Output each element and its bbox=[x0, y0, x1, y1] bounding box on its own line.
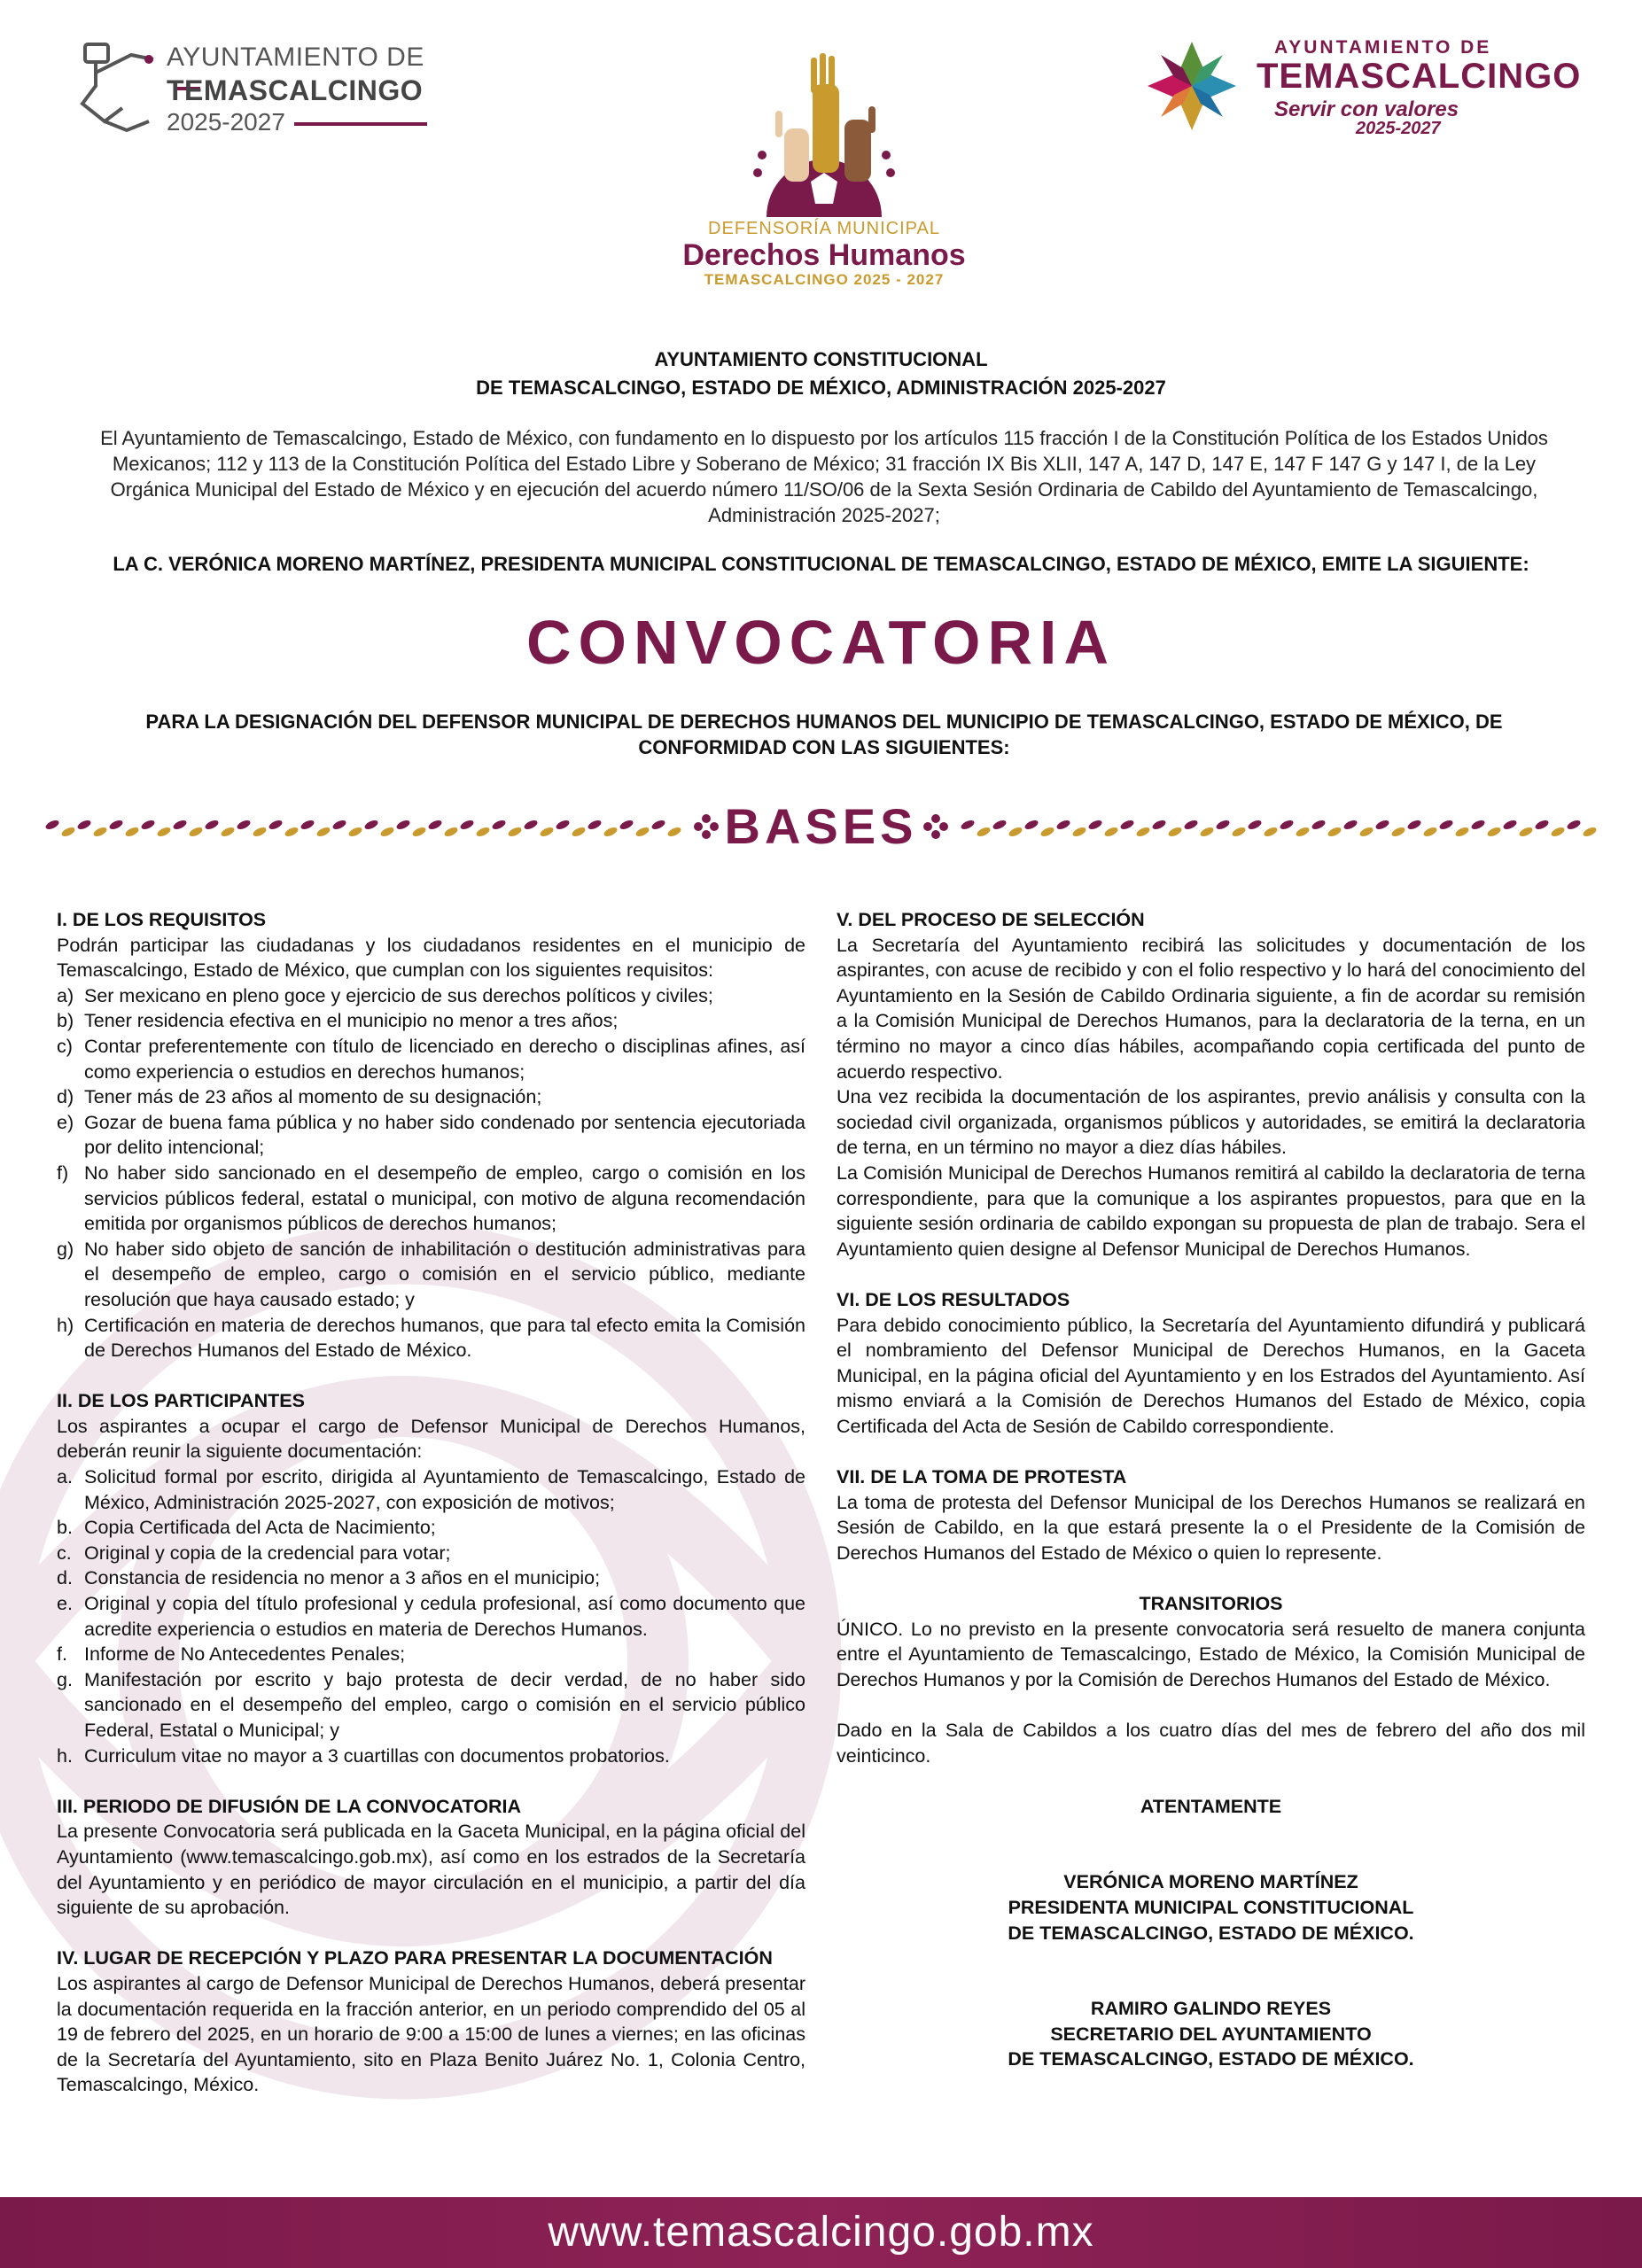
section-participantes bbox=[57, 1388, 805, 1768]
heading-line1: AYUNTAMIENTO CONSTITUCIONAL bbox=[654, 348, 988, 370]
signer-title: PRESIDENTA MUNICIPAL CONSTITUCIONAL bbox=[1008, 1896, 1414, 1918]
signer-title: SECRETARIO DEL AYUNTAMIENTO bbox=[1050, 2023, 1372, 2045]
heading-line2: DE TEMASCALCINGO, ESTADO DE MÉXICO, ADMINISTRACIÓN 2025-2027 bbox=[476, 377, 1166, 399]
left-column bbox=[57, 907, 805, 2124]
section-seleccion bbox=[837, 907, 1585, 1262]
section-body: La toma de protesta del Defensor Municipal de los Derechos Humanos se realizará en Sesión de Cabildo, en la que estará presente la o el Presidente de la Comisión de Derechos Humanos del Estado de México o quien lo represente. bbox=[837, 1491, 1585, 1564]
left-logo-line2: TEMASCALCINGO bbox=[167, 74, 424, 106]
section-title: V. DEL PROCESO DE SELECCIÓN bbox=[837, 909, 1145, 930]
section-body: Para debido conocimiento público, la Secretaría del Ayuntamiento difundirá y publicará el nombramiento del Defensor Municipal de Derechos Humanos, en la Gaceta Municipal, en la página oficial del Ayuntamiento y en los Estrados del Ayuntamiento. Así mismo enviará a la Comisión de Derechos Humanos del Estado de México, copia Certificada del Acta de Sesión de Cabildo correspondiente. bbox=[837, 1314, 1585, 1437]
list-item: f. Informe de No Antecedentes Penales; bbox=[57, 1643, 406, 1666]
center-logo-line1: DEFENSORÍA MUNICIPAL bbox=[708, 219, 940, 238]
para-designacion: PARA LA DESIGNACIÓN DEL DEFENSOR MUNICIPAL DE DERECHOS HUMANOS DEL MUNICIPIO DE TEMASCALCINGO, ESTADO DE MÉXICO, DE CONFORMIDAD CON LAS SIGUIENTES: bbox=[145, 711, 1503, 758]
section-intro: Los aspirantes a ocupar el cargo de Defensor Municipal de Derechos Humanos, deberán reunir la siguiente documentación: bbox=[57, 1415, 805, 1463]
list-item: g. Manifestación por escrito y bajo protesta de decir verdad, de no haber sido sancionado en el desempeño del empleo, cargo o comisión en el servicio público Federal, Estatal o Municipal; y bbox=[57, 1668, 805, 1741]
center-logo-line3: TEMASCALCINGO 2025 - 2027 bbox=[704, 271, 945, 288]
section-title: VII. DE LA TOMA DE PROTESTA bbox=[837, 1466, 1127, 1488]
signature-presidenta bbox=[837, 1869, 1585, 1946]
participantes-list bbox=[57, 1464, 805, 1768]
ayuntamiento-logo-right bbox=[1143, 37, 1586, 144]
bases-divider bbox=[44, 797, 1598, 859]
list-item: f) No haber sido sancionado en el desempeño de empleo, cargo o comisión en los servicios públicos federal, estatal o municipal, con motivo de alguna recomendación emitida por organismos públicos de derechos humanos; bbox=[57, 1161, 805, 1235]
raised-hands-icon bbox=[749, 49, 899, 217]
list-item: c. Original y copia de la credencial para votar; bbox=[57, 1542, 451, 1564]
list-item: a. Solicitud formal por escrito, dirigida al Ayuntamiento de Temascalcingo, Estado de México, Administración 2025-2027, con exposición de motivos; bbox=[57, 1466, 805, 1513]
section-transitorios bbox=[837, 1591, 1585, 1692]
dado-en-line: Dado en la Sala de Cabildos a los cuatro días del mes de febrero del año dos mil veinticinco. bbox=[837, 1720, 1585, 1767]
section-title: TRANSITORIOS bbox=[1139, 1593, 1283, 1615]
right-logo-line3: Servir con valores bbox=[1274, 97, 1459, 121]
right-column bbox=[837, 907, 1585, 2072]
signer-name: VERÓNICA MORENO MARTÍNEZ bbox=[1063, 1871, 1358, 1893]
right-flower-icon bbox=[922, 813, 949, 840]
bases-title: BASES bbox=[724, 798, 918, 854]
right-logo-line4: 2025-2027 bbox=[1356, 119, 1441, 138]
signature-secretario bbox=[837, 1996, 1585, 2072]
list-item: c) Contar preferentemente con título de licenciado en derecho o disciplinas afines, así como experiencia o estudios en derechos humanos; bbox=[57, 1035, 805, 1083]
atentamente-label: ATENTAMENTE bbox=[1140, 1795, 1282, 1817]
list-item: e. Original y copia del título profesional y cedula profesional, así como documento que acredite experiencia o estudios en materia de Derechos Humanos. bbox=[57, 1593, 805, 1640]
right-ornament-border bbox=[960, 817, 1598, 840]
list-item: b. Copia Certificada del Acta de Nacimiento; bbox=[57, 1517, 436, 1539]
requisitos-list bbox=[57, 983, 805, 1363]
convocatoria-title: CONVOCATORIA bbox=[525, 608, 1117, 677]
list-item: d) Tener más de 23 años al momento de su designación; bbox=[57, 1086, 542, 1108]
list-item: a) Ser mexicano en pleno goce y ejercicio de sus derechos políticos y civiles; bbox=[57, 984, 713, 1006]
section-difusion bbox=[57, 1794, 805, 1921]
emite-line: LA C. VERÓNICA MORENO MARTÍNEZ, PRESIDENTA MUNICIPAL CONSTITUCIONAL DE TEMASCALCINGO, ESTADO DE MÉXICO, EMITE LA SIGUIENTE: bbox=[113, 553, 1529, 575]
section-paragraph: La Comisión Municipal de Derechos Humanos remitirá al cabildo la declaratoria de terna correspondiente, para que la comunique a los aspirantes propuestos, para que en la siguiente sesión ordinaria de cabildo expongan su propuesta de plan de trabajo. Sera el Ayuntamiento quien designe al Defensor Municipal de Derechos Humanos. bbox=[837, 1161, 1585, 1260]
signer-place: DE TEMASCALCINGO, ESTADO DE MÉXICO. bbox=[1008, 2048, 1414, 2070]
section-title: VI. DE LOS RESULTADOS bbox=[837, 1288, 1070, 1310]
signer-name: RAMIRO GALINDO REYES bbox=[1090, 1998, 1332, 2020]
section-recepcion bbox=[57, 1946, 805, 2098]
defensoria-logo bbox=[673, 49, 975, 288]
section-resultados bbox=[837, 1287, 1585, 1440]
signer-place: DE TEMASCALCINGO, ESTADO DE MÉXICO. bbox=[1008, 1922, 1414, 1944]
section-body: ÚNICO. Lo no previsto en la presente convocatoria será resuelto de manera conjunta entre el Ayuntamiento de Temascalcingo, Estado de México, la Comisión Municipal de Derechos Humanos y por la Comisión de Derechos Humanos del Estado de México. bbox=[837, 1618, 1585, 1690]
list-item: b) Tener residencia efectiva en el municipio no menor a tres años; bbox=[57, 1010, 619, 1032]
section-paragraph: La Secretaría del Ayuntamiento recibirá las solicitudes y documentación de los aspirantes, con acuse de recibido y con el folio respectivo y lo hará del conocimiento del Ayuntamiento en la Sesión de Cabildo Ordinaria siguiente, a fin de acordar su remisión a la Comisión Municipal de Derechos Humanos, para la declaratoria de la terna, en un término no mayor a cinco días hábiles, acompañando copia certificada del punto de acuerdo respectivo. bbox=[837, 934, 1585, 1083]
star-flower-icon bbox=[1143, 37, 1241, 135]
list-item: g) No haber sido objeto de sanción de inhabilitación o destitución administrativas para el desempeño de empleo, cargo o comisión en el servicio público, mediante resolución que haya causado estado; y bbox=[57, 1238, 805, 1310]
section-title: III. PERIODO DE DIFUSIÓN DE LA CONVOCATORIA bbox=[57, 1795, 521, 1817]
intro-paragraph: El Ayuntamiento de Temascalcingo, Estado de México, con fundamento en lo dispuesto por los artículos 115 fracción I de la Constitución Política de los Estados Unidos Mexicanos; 112 y 113 de la Constitución Política del Estado Libre y Soberano de México; 31 fracción IX Bis XLII, 147 A, 147 D, 147 E, 147 F 147 G y 147 I, de la Ley Orgánica Municipal del Estado de México y en ejecución del acuerdo número 11/SO/06 de la Sexta Sesión Ordinaria de Cabildo del Ayuntamiento de Temascalcingo, Administración 2025-2027; bbox=[100, 427, 1548, 526]
section-title: IV. LUGAR DE RECEPCIÓN Y PLAZO PARA PRESENTAR LA DOCUMENTACIÓN bbox=[57, 1947, 773, 1969]
section-title: II. DE LOS PARTICIPANTES bbox=[57, 1390, 305, 1412]
heading-title bbox=[53, 346, 1589, 402]
right-logo-line1: AYUNTAMIENTO DE bbox=[1274, 37, 1492, 58]
list-item: e) Gozar de buena fama pública y no haber sido condenado por sentencia ejecutoriada por delito intencional; bbox=[57, 1111, 805, 1159]
left-logo-line3: 2025-2027 bbox=[167, 108, 427, 136]
section-requisitos bbox=[57, 907, 805, 1363]
right-logo-line2: TEMASCALCINGO bbox=[1257, 57, 1582, 96]
section-paragraph: Una vez recibida la documentación de los aspirantes, previo análisis y consulta con la sociedad civil organizada, organismos públicos y autoridades, se emitirá la declaratoria de terna, en un término no mayor a diez días hábiles. bbox=[837, 1086, 1585, 1159]
section-title: I. DE LOS REQUISITOS bbox=[57, 909, 267, 930]
center-logo-line2: Derechos Humanos bbox=[682, 238, 966, 272]
footer-url-link[interactable]: www.temascalcingo.gob.mx bbox=[548, 2209, 1094, 2256]
section-body: Los aspirantes al cargo de Defensor Municipal de Derechos Humanos, deberá presentar la documentación requerida en la fracción anterior, en un periodo comprendido del 05 al 19 de febrero del 2025, en un horario de 9:00 a 15:00 de lunes a viernes; en las oficinas de la Secretaría del Ayuntamiento, sito en Plaza Benito Juárez No. 1, Colonia Centro, Temascalcingo, México. bbox=[57, 1972, 805, 2096]
list-item: d. Constancia de residencia no menor a 3 años en el municipio; bbox=[57, 1567, 601, 1589]
left-logo-line1: AYUNTAMIENTO DE bbox=[167, 43, 441, 103]
figure-logo-icon bbox=[69, 37, 167, 139]
list-item: h) Certificación en materia de derechos humanos, que para tal efecto emita la Comisión de Derechos Humanos del Estado de México. bbox=[57, 1314, 805, 1362]
section-intro: Podrán participar las ciudadanas y los ciudadanos residentes en el municipio de Temascalcingo, Estado de México, que cumplan con los siguientes requisitos: bbox=[57, 934, 805, 982]
list-item: h. Curriculum vitae no mayor a 3 cuartillas con documentos probatorios. bbox=[57, 1744, 670, 1767]
section-toma-protesta bbox=[837, 1464, 1585, 1565]
ayuntamiento-logo-left bbox=[69, 37, 441, 144]
footer-bar bbox=[0, 2197, 1642, 2268]
section-body: La presente Convocatoria será publicada en la Gaceta Municipal, en la página oficial del Ayuntamiento (www.temascalcingo.gob.mx), así como en los estrados de la Secretaría del Ayuntamiento y en periódico de mayor circulación en el municipio, a partir del día siguiente de su aprobación. bbox=[57, 1821, 805, 1919]
